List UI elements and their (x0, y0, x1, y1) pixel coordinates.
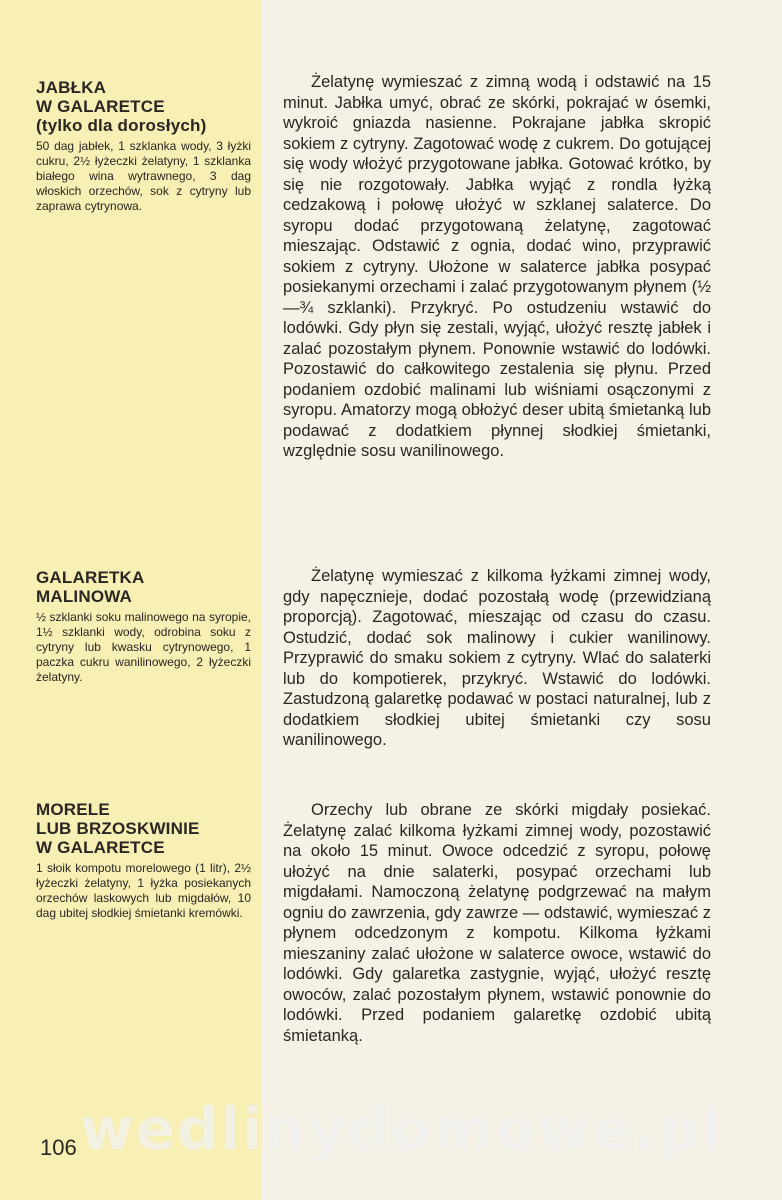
recipe-3-sidebar (36, 800, 251, 921)
recipe-1-sidebar (36, 78, 251, 214)
recipe-3-instructions: Orzechy lub obrane ze skórki migdały posiekać. Żelatynę zalać kilkoma łyżkami zimnej wody, pozostawić na około 15 minut. Owoce odcedzić z syropu, połowę ułożyć na dnie salaterki, posypać orzechami lub migdałami. Namoczoną żelatynę podgrzewać na małym ogniu do zawrzenia, gdy zawrze — odstawić, wymieszać z płynem odcedzonym z kompotu. Kilkoma łyżkami mieszaniny zalać ułożone w salaterce owoce, wstawić do lodówki. Gdy galaretka zastygnie, wyjąć, ułożyć resztę owoców, zalać pozostałym płynem, wstawić ponownie do lodówki. Przed podaniem galaretkę ozdobić ubitą śmietanką. (283, 801, 711, 1045)
recipe-3-title-line-2: LUB BRZOSKWINIE (36, 819, 200, 838)
recipe-1-title (36, 78, 251, 135)
recipe-3-title-line-3: W GALARETCE (36, 838, 165, 857)
recipe-1-ingredients: 50 dag jabłek, 1 szklanka wody, 3 łyżki cukru, 2½ łyżeczki żelatyny, 1 szklanka białego wina wytrawnego, 3 dag włoskich orzechów, sok z cytryny lub zaprawa cytrynowa. (36, 139, 251, 213)
recipe-1-title-line-1: JABŁKA (36, 78, 107, 97)
recipe-2-ingredients: ½ szklanki soku malinowego na syropie, 1½ szklanki wody, odrobina soku z cytryny lub kwasku cytrynowego, 1 paczka cukru wanilinowego, 2 łyżeczki żelatyny. (36, 610, 251, 684)
recipe-2-title-line-1: GALARETKA (36, 568, 145, 587)
recipe-3-ingredients: 1 słoik kompotu morelowego (1 litr), 2½ łyżeczki żelatyny, 1 łyżka posiekanych orzechów laskowych lub migdałów, 10 dag ubitej słodkiej śmietanki kremówki. (36, 861, 251, 920)
watermark: wedlinydomowe.pl (80, 1095, 724, 1163)
recipe-3-title (36, 800, 251, 857)
recipe-1-title-line-3: (tylko dla dorosłych) (36, 116, 207, 135)
recipe-2-instructions: Żelatynę wymieszać z kilkoma łyżkami zimnej wody, gdy napęcznieje, dodać pozostałą wodę (przewidzianą proporcją). Zagotować, mieszając od czasu do czasu. Ostudzić, dodać sok malinowy i cukier wanilinowy. Przyprawić do smaku sokiem z cytryny. Wlać do salaterki lub do kompotierek, przykryć. Wstawić do lodówki. Zastudzoną galaretkę podawać w postaci naturalnej, lub z dodatkiem słodkiej ubitej śmietanki czy sosu wanilinowego. (283, 567, 711, 749)
recipe-2-sidebar (36, 568, 251, 685)
recipe-3-title-line-1: MORELE (36, 800, 110, 819)
recipe-2-title (36, 568, 251, 606)
recipe-2-title-line-2: MALINOWA (36, 587, 133, 606)
recipe-1-instructions: Żelatynę wymieszać z zimną wodą i odstawić na 15 minut. Jabłka umyć, obrać ze skórki, pokrajać w ósemki, wykroić gniazda nasienne. Pokrajane jabłka skropić sokiem z cytryny. Zagotować wodę z cukrem. Do gotującej się wody włożyć przygotowane jabłka. Gotować krótko, by się nie rozgotowały. Jabłka wyjąć z rondla łyżką cedzakową i połowę ułożyć w szklanej salaterce. Do syropu dodać przygotowaną żelatynę, zagotować mieszając. Odstawić z ognia, dodać wino, przyprawić sokiem z cytryny. Ułożone w salaterce jabłka posypać posiekanymi orzechami i zalać przygotowanym płynem (½—¾ szklanki). Przykryć. Po ostudzeniu wstawić do lodówki. Gdy płyn się zestali, wyjąć, ułożyć resztę jabłek i zalać pozostałym płynem. Ponownie wstawić do lodówki. Pozostawić do całkowitego zestalenia się płynu. Przed podaniem ozdobić malinami lub wiśniami osączonymi z syropu. Amatorzy mogą obłożyć deser ubitą śmietanką lub podawać z dodatkiem płynnej słodkiej śmietanki, względnie sosu wanilinowego. (283, 73, 711, 460)
page-number: 106 (40, 1135, 77, 1160)
recipe-1-title-line-2: W GALARETCE (36, 97, 165, 116)
